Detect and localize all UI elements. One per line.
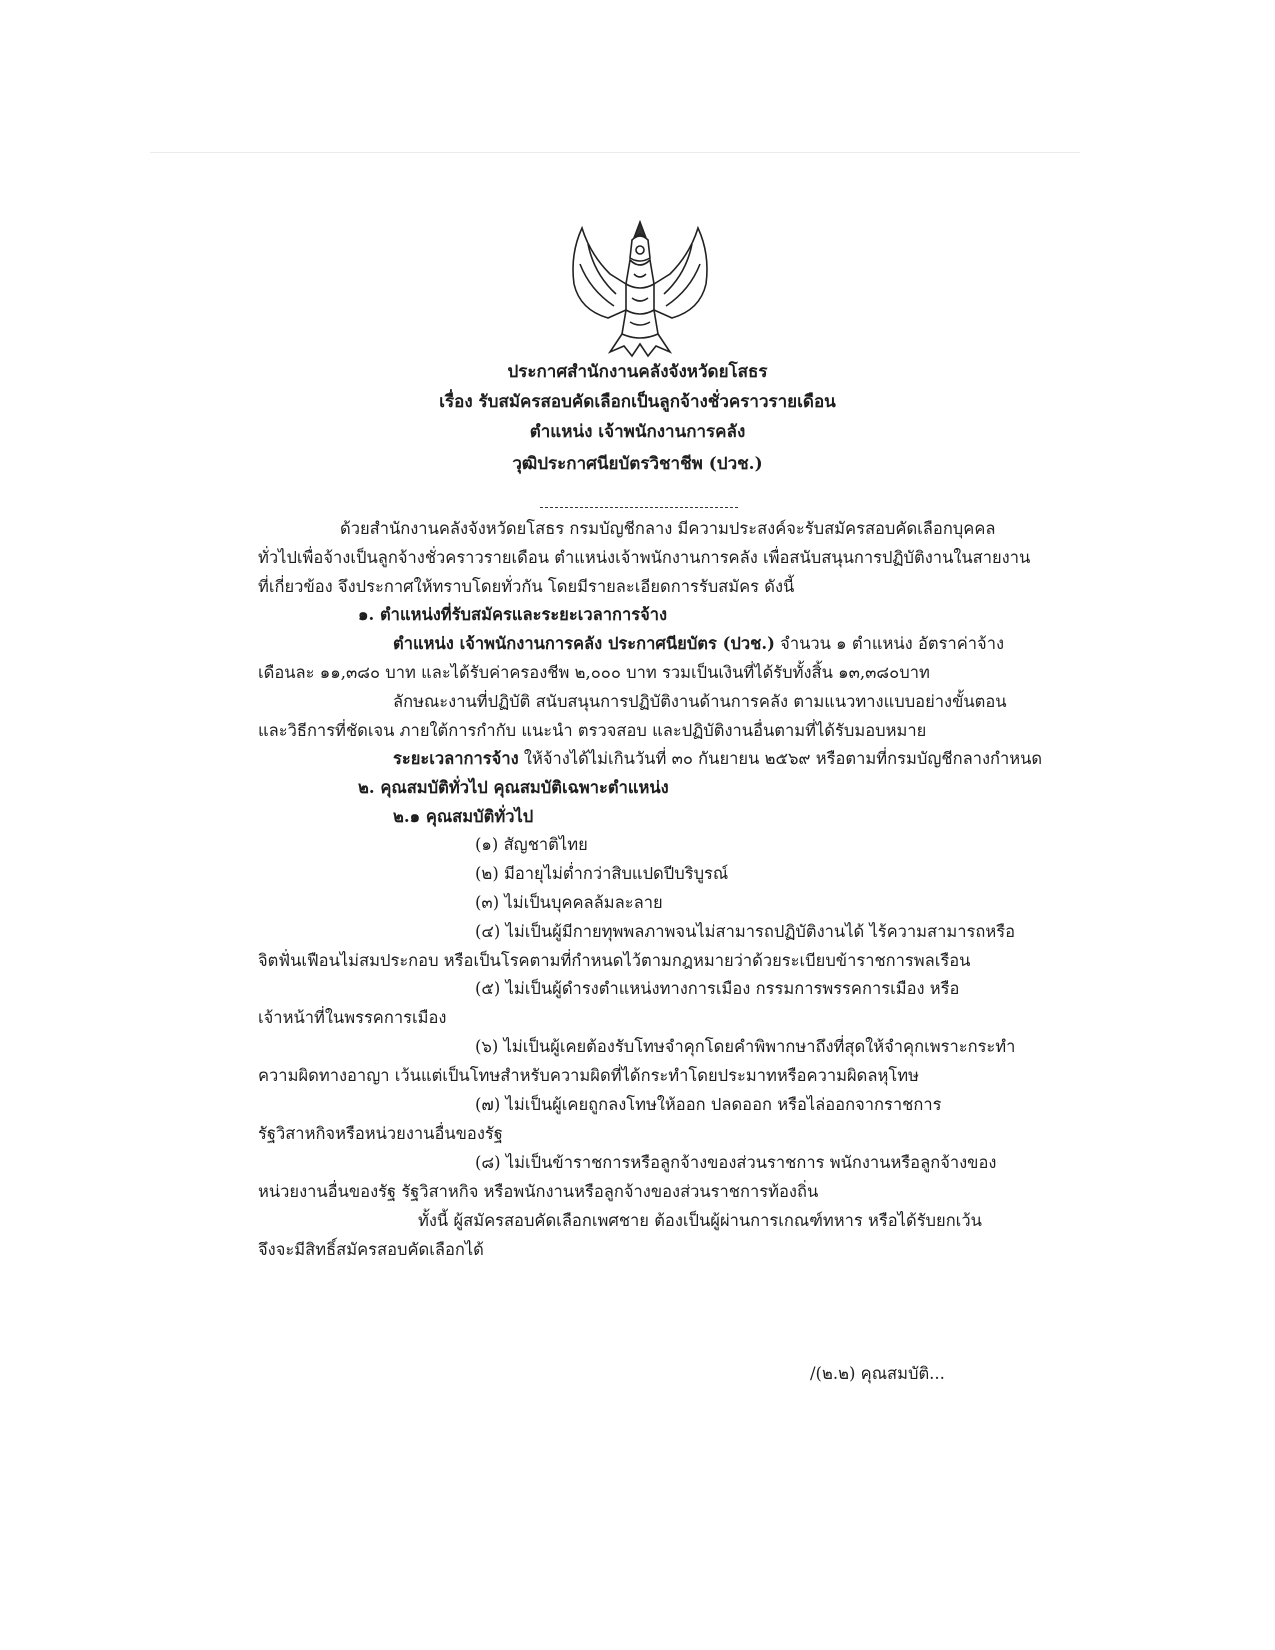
item-5-line-2: เจ้าหน้าที่ในพรรคการเมือง bbox=[258, 1008, 447, 1027]
nature-line-1: ลักษณะงานที่ปฏิบัติ สนับสนุนการปฏิบัติงานด้านการคลัง ตามแนวทางแบบอย่างขั้นตอน bbox=[393, 692, 1007, 711]
item-7-line-1: (๗) ไม่เป็นผู้เคยถูกลงโทษให้ออก ปลดออก หรือไล่ออกจากราชการ bbox=[475, 1095, 942, 1114]
item-7-line-2: รัฐวิสาหกิจหรือหน่วยงานอื่นของรัฐ bbox=[258, 1124, 503, 1143]
period-detail: ให้จ้างได้ไม่เกินวันที่ ๓๐ กันยายน ๒๕๖๙ หรือตามที่กรมบัญชีกลางกำหนด bbox=[518, 749, 1043, 768]
section-1-heading: ๑. ตำแหน่งที่รับสมัครและระยะเวลาการจ้าง bbox=[358, 605, 668, 624]
header-position: ตำแหน่ง เจ้าพนักงานการคลัง bbox=[529, 422, 746, 442]
section-2-heading: ๒. คุณสมบัติทั่วไป คุณสมบัติเฉพาะตำแหน่ง bbox=[358, 778, 669, 797]
period-line bbox=[393, 748, 1042, 770]
header-divider bbox=[540, 507, 738, 508]
position-detail: จำนวน ๑ ตำแหน่ง อัตราค่าจ้าง bbox=[774, 634, 1005, 653]
item-1: (๑) สัญชาติไทย bbox=[475, 835, 588, 854]
item-5-line-1: (๕) ไม่เป็นผู้ดำรงตำแหน่งทางการเมือง กรรมการพรรคการเมือง หรือ bbox=[475, 979, 960, 998]
header-line-1: ประกาศสำนักงานคลังจังหวัดยโสธร bbox=[507, 362, 768, 382]
item-6-line-2: ความผิดทางอาญา เว้นแต่เป็นโทษสำหรับความผิดที่ได้กระทำโดยประมาทหรือความผิดลหุโทษ bbox=[258, 1066, 919, 1085]
item-8-line-1: (๘) ไม่เป็นข้าราชการหรือลูกจ้างของส่วนราชการ พนักงานหรือลูกจ้างของ bbox=[475, 1153, 997, 1172]
header-subject: เรื่อง รับสมัครสอบคัดเลือกเป็นลูกจ้างชั่วคราวรายเดือน bbox=[439, 392, 836, 412]
item-2: (๒) มีอายุไม่ต่ำกว่าสิบแปดปีบริบูรณ์ bbox=[475, 864, 729, 883]
item-4-line-2: จิตฟั่นเฟือนไม่สมประกอบ หรือเป็นโรคตามที่กำหนดไว้ตามกฎหมายว่าด้วยระเบียบข้าราชการพลเรือน bbox=[258, 951, 971, 970]
page-continuation: /(๒.๒) คุณสมบัติ... bbox=[810, 1364, 945, 1383]
position-line-2: เดือนละ ๑๑,๓๘๐ บาท และได้รับค่าครองชีพ ๒,๐๐๐ บาท รวมเป็นเงินที่ได้รับทั้งสิ้น ๑๓,๓๘๐บาท bbox=[258, 663, 930, 682]
section-2-1-heading: ๒.๑ คุณสมบัติทั่วไป bbox=[393, 807, 534, 826]
intro-line-2: ทั่วไปเพื่อจ้างเป็นลูกจ้างชั่วคราวรายเดือน ตำแหน่งเจ้าพนักงานการคลัง เพื่อสนับสนุนการปฏิบัติงานในสายงาน bbox=[258, 548, 1031, 567]
item-8-line-2: หน่วยงานอื่นของรัฐ รัฐวิสาหกิจ หรือพนักงานหรือลูกจ้างของส่วนราชการท้องถิ่น bbox=[258, 1182, 819, 1201]
item-4-line-1: (๔) ไม่เป็นผู้มีกายทุพพลภาพจนไม่สามารถปฏิบัติงานได้ ไร้ความสามารถหรือ bbox=[475, 922, 1016, 941]
position-title: ตำแหน่ง เจ้าพนักงานการคลัง ประกาศนียบัตร (ปวช.) bbox=[393, 634, 775, 653]
note-line-2: จึงจะมีสิทธิ์สมัครสอบคัดเลือกได้ bbox=[258, 1240, 484, 1259]
note-line-1: ทั้งนี้ ผู้สมัครสอบคัดเลือกเพศชาย ต้องเป็นผู้ผ่านการเกณฑ์ทหาร หรือได้รับยกเว้น bbox=[418, 1211, 982, 1230]
period-label: ระยะเวลาการจ้าง bbox=[393, 749, 519, 768]
position-line-1 bbox=[393, 633, 1004, 655]
intro-line-3: ที่เกี่ยวข้อง จึงประกาศให้ทราบโดยทั่วกัน โดยมีรายละเอียดการรับสมัคร ดังนี้ bbox=[258, 577, 795, 596]
header-qualification: วุฒิประกาศนียบัตรวิชาชีพ (ปวช.) bbox=[512, 454, 763, 474]
intro-line-1: ด้วยสำนักงานคลังจังหวัดยโสธร กรมบัญชีกลาง มีความประสงค์จะรับสมัครสอบคัดเลือกบุคคล bbox=[340, 519, 996, 538]
item-3: (๓) ไม่เป็นบุคคลล้มละลาย bbox=[475, 893, 663, 912]
nature-line-2: และวิธีการที่ชัดเจน ภายใต้การกำกับ แนะนำ ตรวจสอบ และปฏิบัติงานอื่นตามที่ได้รับมอบหมาย bbox=[258, 721, 927, 740]
item-6-line-1: (๖) ไม่เป็นผู้เคยต้องรับโทษจำคุกโดยคำพิพากษาถึงที่สุดให้จำคุกเพราะกระทำ bbox=[475, 1037, 1016, 1056]
garuda-emblem-icon bbox=[560, 214, 720, 359]
scan-artifact-line bbox=[150, 152, 1080, 153]
